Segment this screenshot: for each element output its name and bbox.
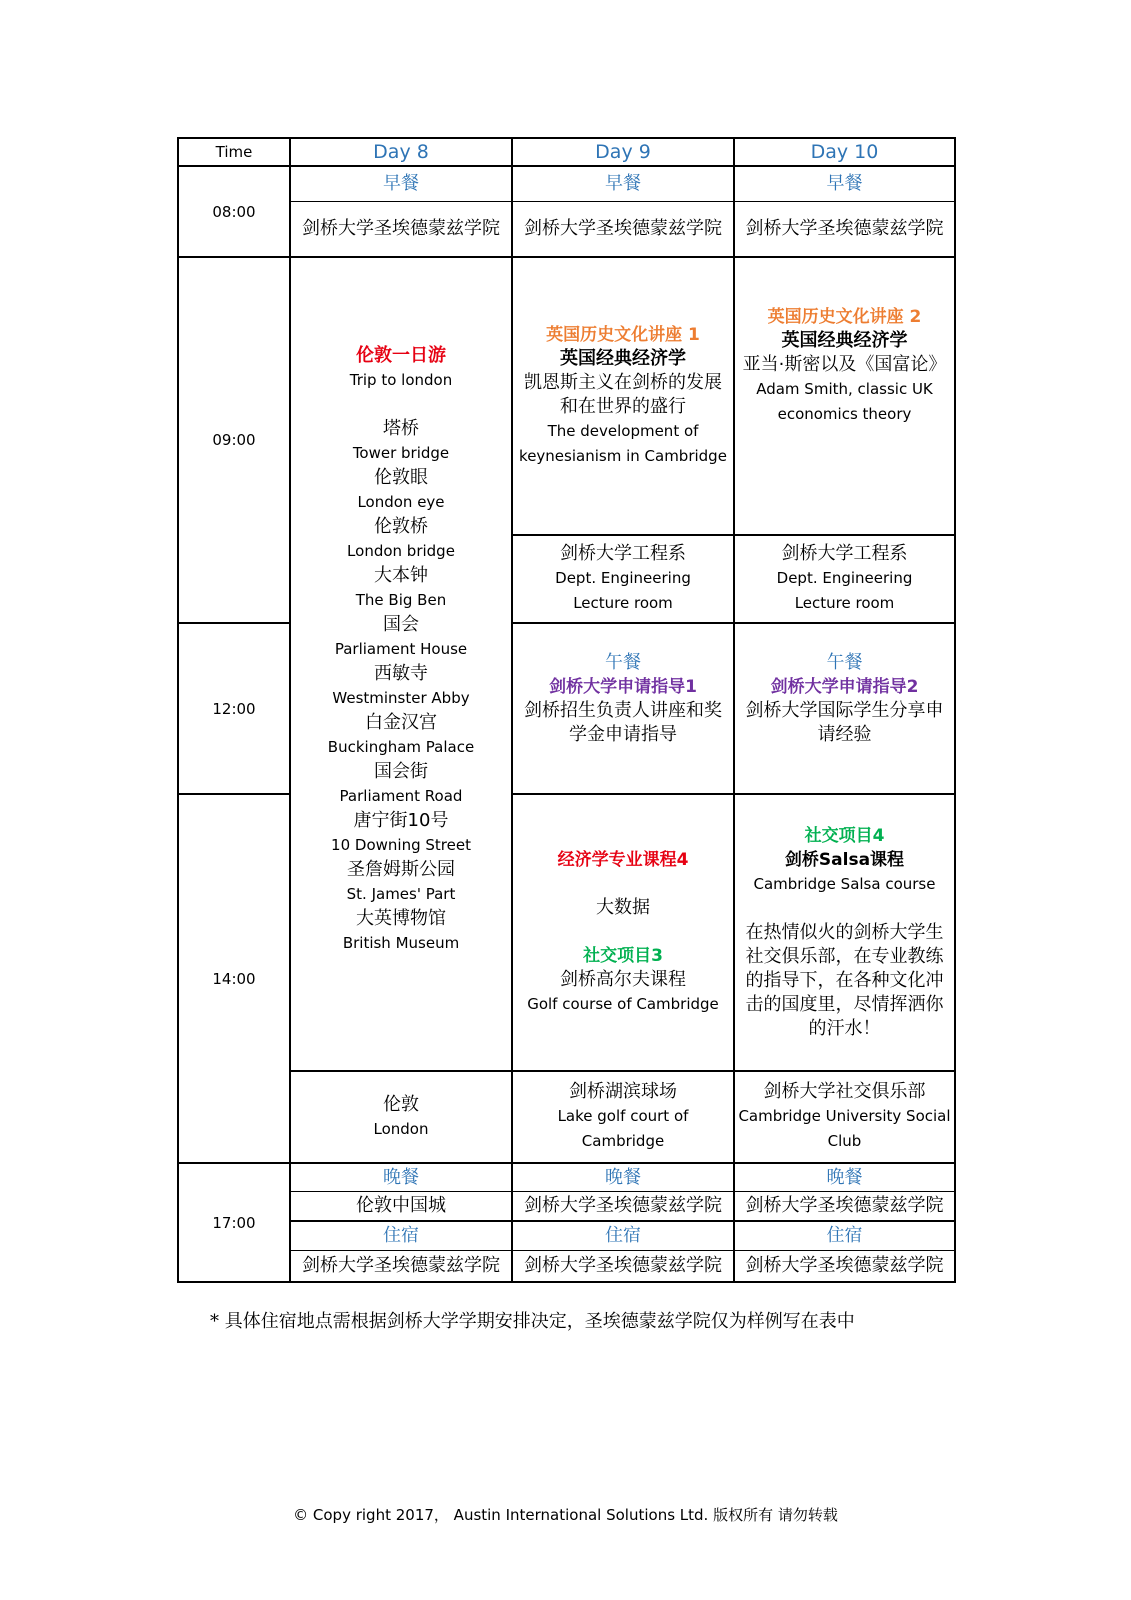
table-border-right [954,137,956,1283]
trip-title: 伦敦一日游 [356,345,446,366]
lecture-subject: 英国经典经济学 [560,348,686,369]
lodging-label: 住宿 [383,1225,419,1246]
social-en: Golf course of Cambridge [527,995,719,1013]
lecture-subject: 英国经典经济学 [781,330,908,351]
lodging-label: 住宿 [605,1225,641,1246]
lecture-desc-en: Adam Smith, classic UK economics theory [756,380,933,423]
lodging-label: 住宿 [826,1225,863,1246]
sight-name-cn: 伦敦桥 [374,516,428,537]
social-title: 社交项目3 [583,946,663,966]
sight-name-en: St. James' Part [346,885,456,903]
copyright: © Copy right 2017， Austin International Solutions Ltd. 版权所有 请勿转载 [293,1506,838,1524]
sight-name-en: London bridge [347,542,455,560]
lunch-label: 午餐 [826,651,863,673]
sight-name-cn: 圣詹姆斯公园 [347,859,455,880]
lecture-desc: 亚当·斯密以及《国富论》 [742,354,947,375]
sight-name-cn: 伦敦眼 [374,467,428,488]
dinner-place: 剑桥大学圣埃德蒙兹学院 [745,1195,944,1216]
day10-venue: 剑桥大学工程系 Dept. Engineering Lecture room [776,543,913,612]
sight-name-cn: 大英博物馆 [356,908,446,929]
sight-name-cn: 国会街 [374,761,428,782]
lunch-label: 午餐 [605,651,641,673]
day8-london-trip [291,258,511,1070]
sight-name-en: Parliament House [334,640,468,658]
sight-name-en: London eye [357,493,445,511]
breakfast-label: 早餐 [826,173,863,194]
lecture-title: 英国历史文化讲座 1 [546,325,700,345]
social-desc: 在热情似火的剑桥大学生社交俱乐部，在专业教练的指导下，在各种文化冲击的国度里，尽情挥洒你的汗水！ [745,922,944,1039]
sight-list [328,417,474,956]
day10-lecture [735,258,954,534]
table-border-bottom [177,1281,956,1283]
day9-venue-golf: 剑桥湖滨球场 Lake golf court of Cambridge [557,1081,689,1150]
header-time: Time [215,143,253,161]
header-day-9: Day 9 [595,141,651,163]
breakfast-place: 剑桥大学圣埃德蒙兹学院 [524,218,722,239]
dinner-label: 晚餐 [383,1166,419,1188]
time-slot: 14:00 [212,969,256,988]
course-subject: 大数据 [596,897,650,918]
breakfast-place: 剑桥大学圣埃德蒙兹学院 [745,218,944,239]
day9-lunch-guidance [513,624,733,793]
guidance-desc: 剑桥招生负责人讲座和奖学金申请指导 [524,699,722,745]
day8-location: 伦敦 London [373,1093,429,1138]
trip-subtitle: Trip to london [349,371,453,389]
social-cn: 剑桥高尔夫课程 [560,969,686,990]
sight-name-cn: 大本钟 [374,565,428,586]
sight-name-en: The Big Ben [355,591,447,609]
dinner-label: 晚餐 [605,1166,641,1188]
guidance-desc: 剑桥大学国际学生分享申请经验 [745,699,944,745]
dinner-label: 晚餐 [826,1166,863,1188]
sight-name-cn: 西敏寺 [374,663,428,684]
sight-name-en: 10 Downing Street [331,836,471,854]
day9-afternoon [513,795,733,1070]
sight-name-en: Buckingham Palace [327,738,475,756]
breakfast-label: 早餐 [383,173,419,194]
lecture-title: 英国历史文化讲座 2 [767,307,922,327]
day10-lunch-guidance [735,624,954,793]
breakfast-place: 剑桥大学圣埃德蒙兹学院 [302,218,500,239]
time-slot: 09:00 [212,431,256,449]
lodging-place: 剑桥大学圣埃德蒙兹学院 [745,1255,944,1276]
footnote: * 具体住宿地点需根据剑桥大学学期安排决定，圣埃德蒙兹学院仅为样例写在表中 [210,1311,855,1332]
day9-lecture [513,258,733,534]
header-day-8: Day 8 [373,141,429,163]
time-slot: 12:00 [212,699,256,718]
guidance-title: 剑桥大学申请指导1 [549,676,697,697]
social-title: 社交项目4 [804,826,885,846]
breakfast-label: 早餐 [605,173,641,194]
day10-afternoon [735,795,954,1070]
social-cn: 剑桥Salsa课程 [784,850,905,870]
sight-name-en: Westminster Abby [332,689,470,707]
lodging-place: 剑桥大学圣埃德蒙兹学院 [302,1255,500,1276]
day9-venue: 剑桥大学工程系 Dept. Engineering Lecture room [555,543,691,612]
lecture-desc-en: The development of keynesianism in Cambridge [519,422,727,465]
social-en: Cambridge Salsa course [753,875,936,893]
sight-name-en: Tower bridge [352,444,450,462]
sight-name-cn: 唐宁街10号 [353,810,449,831]
time-slot: 08:00 [212,202,256,221]
sight-name-cn: 塔桥 [383,418,419,439]
dinner-place: 伦敦中国城 [356,1195,446,1216]
dinner-place: 剑桥大学圣埃德蒙兹学院 [524,1195,722,1216]
lecture-desc: 凯恩斯主义在剑桥的发展和在世界的盛行 [524,372,722,417]
sight-name-en: British Museum [342,934,460,952]
header-day-10: Day 10 [810,141,879,163]
time-slot: 17:00 [212,1213,256,1232]
day10-venue-club: 剑桥大学社交俱乐部 Cambridge University Social Club [738,1081,951,1150]
guidance-title: 剑桥大学申请指导2 [770,676,919,697]
sight-name-cn: 白金汉宫 [365,712,437,733]
sight-name-en: Parliament Road [339,787,463,805]
course-title: 经济学专业课程4 [557,850,689,870]
sight-name-cn: 国会 [383,614,419,635]
lodging-place: 剑桥大学圣埃德蒙兹学院 [524,1255,722,1276]
